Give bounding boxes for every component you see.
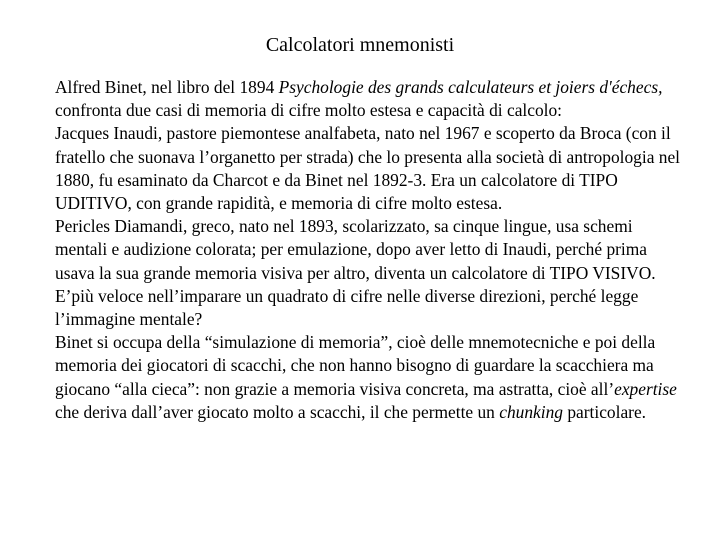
body-text: [55, 76, 685, 424]
paragraph-inaudi: Jacques Inaudi, pastore piemontese analfabeta, nato nel 1967 e scoperto da Broca (con il fratello che suonava l’organetto per strada) che lo presenta alla società di antropologia nel 1880, fu esaminato da Charcot e da Binet nel 1892-3. Era un calcolatore di TIPO UDITIVO, con grande rapidità, e memoria di cifre molto estesa.: [55, 123, 681, 214]
intro-text-continued: confronta due casi di memoria di cifre molto estesa e capacità di calcolo:: [55, 100, 563, 121]
expertise-term: expertise: [614, 378, 677, 399]
chess-text: Binet si occupa della “simulazione di memoria”, cioè delle mnemotecniche e poi della memoria dei giocatori di scacchi, che non hanno bisogno di guardare la scacchiera ma giocano “alla cieca”: non grazie a memoria visiva concreta, ma astratta, cioè all’: [55, 332, 656, 399]
paragraph-binet-intro: [55, 76, 685, 122]
paragraph-diamandi: Pericles Diamandi, greco, nato nel 1893, scolarizzato, sa cinque lingue, usa schemi mentali e audizione colorata; per emulazione, dopo aver letto di Inaudi, perché prima usava la sua grande memoria visiva per altro, diventa un calcolatore di TIPO VISIVO. E’più veloce nell’imparare un quadrato di cifre nelle diverse direzioni, perché legge l’immagine mentale?: [55, 216, 656, 330]
book-title: Psychologie des grands calculateurs et joiers d'échecs,: [278, 77, 663, 97]
chess-text-continued: che deriva dall’aver giocato molto a scacchi, il che permette un: [55, 401, 500, 422]
intro-text: Alfred Binet, nel libro del 1894: [55, 77, 279, 97]
chess-text-end: particolare.: [562, 401, 647, 422]
chunking-term: chunking: [499, 401, 563, 422]
paragraph-chess: [55, 331, 685, 424]
slide-title: Calcolatori mnemonisti: [265, 34, 455, 56]
